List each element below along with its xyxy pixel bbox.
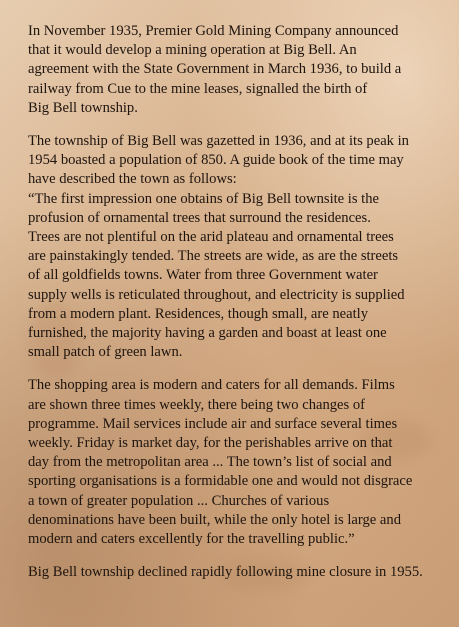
text-line: denominations have been built, while the only hotel is large and xyxy=(28,511,402,528)
text-line: furnished, the majority having a garden and boast at least one xyxy=(28,325,387,342)
text-line: The township of Big Bell was gazetted in 1936, and at its peak in xyxy=(28,133,409,150)
text-line: profusion of ornamental trees that surround the residences. xyxy=(28,209,371,226)
text-line: agreement with the State Government in March 1936, to build a xyxy=(28,61,402,78)
text-line: programme. Mail services include air and surface several times xyxy=(28,415,398,432)
text-line: Big Bell township declined rapidly following mine closure in 1955. xyxy=(28,564,423,581)
paragraph-2 xyxy=(28,132,440,362)
text-line: In November 1935, Premier Gold Mining Company announced xyxy=(28,23,399,39)
text-line: have described the town as follows: xyxy=(28,171,237,188)
text-line: day from the metropolitan area ... The town’s list of social and xyxy=(28,454,392,471)
paragraph-1 xyxy=(28,22,440,118)
plaque-text xyxy=(28,22,440,596)
text-line: The shopping area is modern and caters for all demands. Films xyxy=(28,377,395,394)
text-line: Trees are not plentiful on the arid plateau and ornamental trees xyxy=(28,229,394,246)
text-line: a town of greater population ... Churches of various xyxy=(28,492,330,509)
text-line: “The first impression one obtains of Big Bell townsite is the xyxy=(28,190,380,207)
text-line: from a modern plant. Residences, though small, are neatly xyxy=(28,305,369,322)
text-line: small patch of green lawn. xyxy=(28,344,183,361)
text-line: weekly. Friday is market day, for the perishables arrive on that xyxy=(28,435,393,452)
text-line: are shown three times weekly, there being two changes of xyxy=(28,396,366,413)
text-line: supply wells is reticulated throughout, and electricity is supplied xyxy=(28,286,405,303)
text-line: Big Bell township. xyxy=(28,99,138,116)
text-line: 1954 boasted a population of 850. A guide book of the time may xyxy=(28,152,404,169)
text-line: of all goldfields towns. Water from three Government water xyxy=(28,267,378,284)
text-line: that it would develop a mining operation at Big Bell. An xyxy=(28,42,357,59)
text-line: sporting organisations is a formidable one and would not disgrace xyxy=(28,473,413,490)
paragraph-4 xyxy=(28,563,440,582)
text-line: railway from Cue to the mine leases, signalled the birth of xyxy=(28,80,368,97)
text-line: are painstakingly tended. The streets are wide, as are the streets xyxy=(28,248,399,265)
paragraph-3 xyxy=(28,376,440,549)
text-line: modern and caters excellently for the travelling public.” xyxy=(28,531,355,548)
